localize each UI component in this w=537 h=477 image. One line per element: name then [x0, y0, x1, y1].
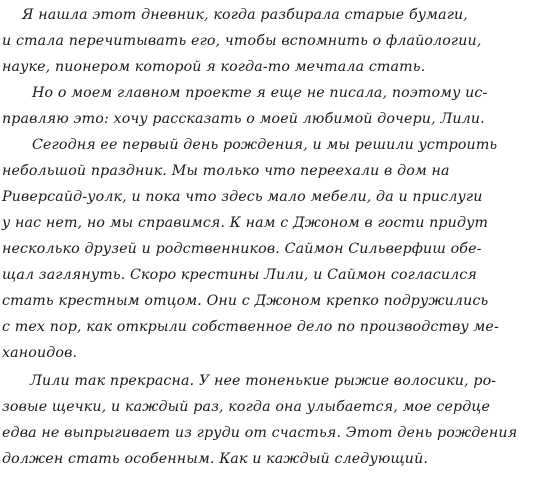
text-line: Риверсайд-уолк, и пока что здесь мало мебели, да и прислуги — [2, 189, 483, 205]
text-line: и стала перечитывать его, чтобы вспомнить о флайологии, — [2, 33, 482, 49]
text-line: правляю это: хочу рассказать о моей любимой дочери, Лили. — [2, 111, 485, 127]
text-line: ханоидов. — [2, 345, 78, 361]
text-line: зовые щечки, и каждый раз, когда она улыбается, мое сердце — [2, 399, 491, 415]
text-line: Лили так прекрасна. У нее тоненькие рыжие волосики, ро- — [30, 373, 497, 389]
text-line: небольшой праздник. Мы только что переехали в дом на — [2, 163, 450, 179]
text-line: Но о моем главном проекте я еще не писала, поэтому ис- — [32, 85, 488, 101]
text-line: едва не выпрыгивает из груди от счастья. Этот день рождения — [2, 425, 518, 441]
text-line: стать крестным отцом. Они с Джоном крепко подружились — [2, 293, 489, 309]
text-line: у нас нет, но мы справимся. К нам с Джоном в гости придут — [2, 215, 489, 231]
text-line: науке, пионером которой я когда-то мечтала стать. — [2, 59, 426, 75]
text-line: щал заглянуть. Скоро крестины Лили, и Саймон согласился — [2, 267, 477, 283]
text-line: несколько друзей и родственников. Саймон Сильверфиш обе- — [2, 241, 482, 257]
text-line: Я нашла этот дневник, когда разбирала старые бумаги, — [22, 7, 468, 23]
text-line: должен стать особенным. Как и каждый следующий. — [2, 451, 429, 467]
text-line: с тех пор, как открыли собственное дело по производству ме- — [2, 319, 499, 335]
text-line: Сегодня ее первый день рождения, и мы решили устроить — [32, 137, 498, 153]
